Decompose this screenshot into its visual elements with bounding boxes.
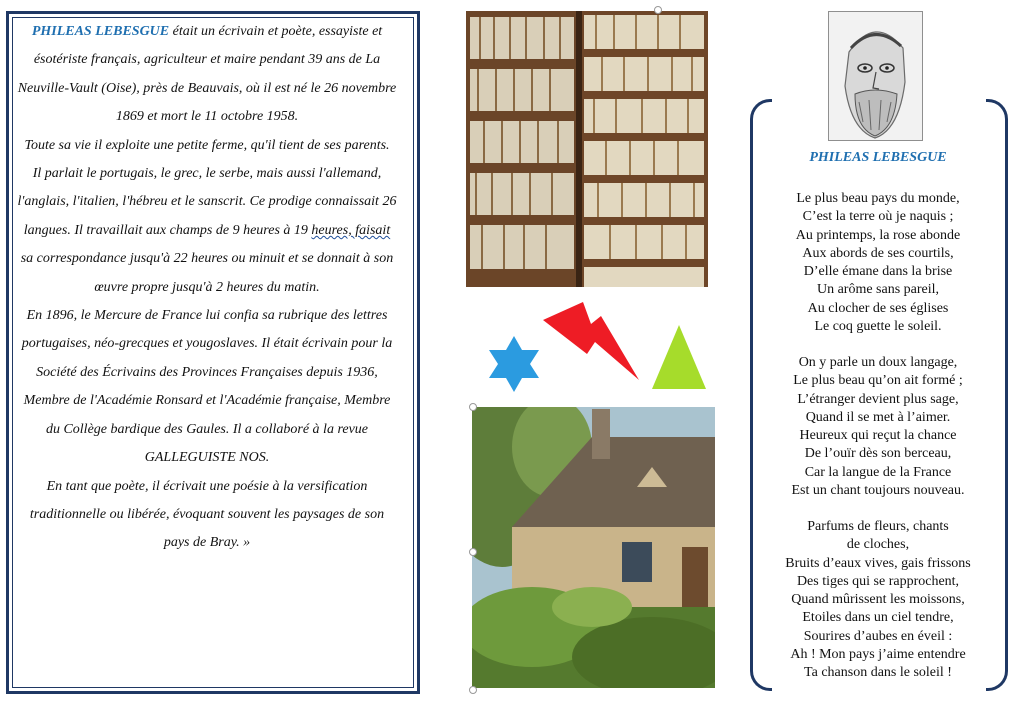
- poem-bracket-left: [750, 99, 772, 691]
- bio-paragraph-poetry: En tant que poète, il écrivait une poésie à la versification traditionnelle ou libérée, évoquant souvent les paysages de son pays de Bray. »: [29, 478, 385, 551]
- poem-line: Quand il se met à l’aimer.: [805, 409, 951, 425]
- poem-line: On y parle un doux langage,: [798, 355, 958, 370]
- biography-text: [16, 18, 398, 558]
- house-image: [472, 407, 715, 688]
- poem-line: Le plus beau qu’on ait formé ;: [793, 373, 963, 389]
- poem-line: Parfums de fleurs, chants de cloches,: [807, 519, 949, 553]
- resize-handle-top-left[interactable]: [469, 403, 477, 411]
- poem-line: Bruits d’eaux vives, gais frissons: [785, 555, 971, 571]
- spellcheck-underline: heures, faisait: [311, 222, 391, 238]
- bio-paragraph-farm: Toute sa vie il exploite une petite ferme, qu'il tient de ses parents.: [24, 137, 390, 153]
- poem-bracket-right: [986, 99, 1008, 691]
- bookshelf-image: [466, 11, 708, 287]
- poem-stanza-1: [770, 190, 986, 336]
- poem-stanza-2: [770, 354, 986, 500]
- poem-line: Etoiles dans un ciel tendre,: [802, 610, 954, 626]
- poem-line: D’elle émane dans la brise: [803, 264, 953, 279]
- bio-paragraph-mercure: En 1896, le Mercure de France lui confia sa rubrique des lettres portugaises, néo-grecques et yougoslaves. Il était écrivain pour la Société des Écrivains des Provinces Françaises depuis 1936, Membre de l'Académie Ronsard et l'Académie française, Membre du Collège bardique des Gaules. Il a collaboré à la revue GALLEGUISTE NOS.: [21, 308, 393, 466]
- lightning-shape[interactable]: [543, 302, 641, 382]
- portrait-image: [829, 12, 922, 140]
- resize-handle[interactable]: [654, 6, 662, 14]
- portrait-drawing[interactable]: [828, 11, 923, 141]
- star-shape[interactable]: [483, 336, 545, 392]
- poem-line: Des tiges qui se rapprochent,: [796, 573, 960, 589]
- poem-line: Sourires d’aubes en éveil :: [803, 628, 953, 644]
- bio-paragraph-languages: [16, 160, 398, 302]
- poem-line: Aux abords de ses courtils,: [802, 245, 954, 261]
- poem-text: [770, 190, 986, 700]
- poem-title: PHILEAS LEBESGUE: [809, 150, 947, 165]
- poem-line: Quand mûrissent les moissons,: [791, 592, 965, 607]
- poem-line: Car la langue de la France: [804, 464, 952, 480]
- poem-line: Est un chant toujours nouveau.: [791, 482, 965, 498]
- poem-line: Au clocher de ses églises: [807, 300, 949, 316]
- bookshelf-photo[interactable]: [466, 11, 708, 287]
- resize-handle-middle-left[interactable]: [469, 548, 477, 556]
- poem-line: Heureux qui reçut la chance: [799, 428, 957, 443]
- bio-languages-after: sa correspondance jusqu'à 22 heures ou minuit et se donnait à son œuvre propre jusqu'à 2 heures du matin.: [20, 251, 394, 295]
- resize-handle-bottom-left[interactable]: [469, 686, 477, 694]
- bio-languages-before: Il parlait le portugais, le grec, le serbe, mais aussi l'allemand, l'anglais, l'italien, l'hébreu et le sanscrit. Ce prodige connaissait 26 langues. Il travaillait aux champs de 9 heures à 19: [17, 166, 397, 238]
- bio-paragraph-intro: [16, 18, 398, 132]
- bio-intro: était un écrivain et poète, essayiste et ésotériste français, agriculteur et maire pendant 39 ans de La Neuville-Vault (Oise), près de Beauvais, où il est né le 26 novembre 1869 et mort le 11 octobre 1958.: [17, 24, 397, 125]
- poem-line: C’est la terre où je naquis ;: [802, 209, 954, 225]
- poem-line: Au printemps, la rose abonde: [795, 227, 961, 243]
- poem-line: Un arôme sans pareil,: [816, 282, 940, 298]
- poem-stanza-3: [770, 518, 986, 682]
- poem-line: L’étranger devient plus sage,: [797, 391, 959, 407]
- poem-line: Ta chanson dans le soleil !: [804, 665, 952, 680]
- bio-name: PHILEAS LEBESGUE: [31, 24, 170, 39]
- triangle-shape[interactable]: [650, 325, 708, 391]
- poem-line: De l’ouïr dès son berceau,: [804, 446, 952, 462]
- poem-line: Le plus beau pays du monde,: [796, 191, 960, 206]
- poem-line: Le coq guette le soleil.: [814, 318, 942, 334]
- poem-line: Ah ! Mon pays j’aime entendre: [790, 646, 966, 662]
- house-photo[interactable]: [472, 407, 715, 688]
